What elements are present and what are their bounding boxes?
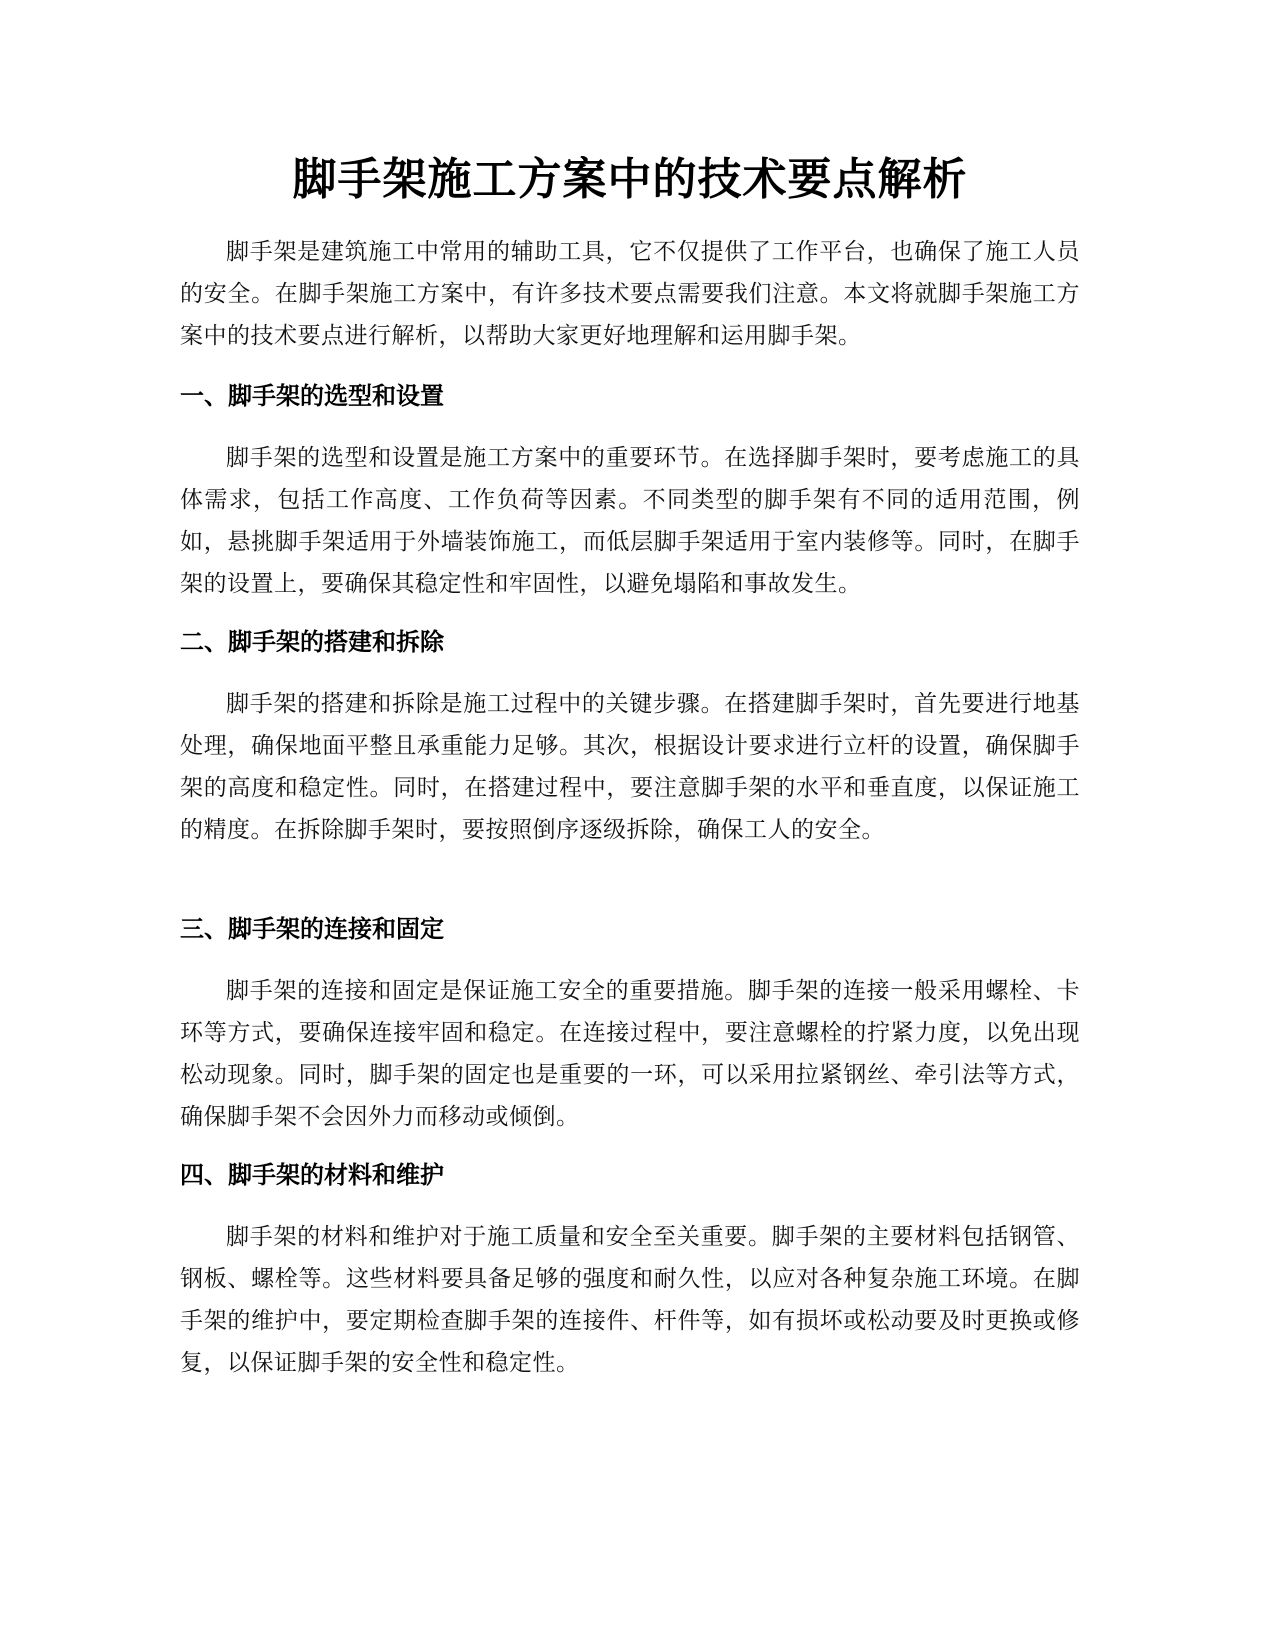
section-paragraph-1: 脚手架的选型和设置是施工方案中的重要环节。在选择脚手架时，要考虑施工的具体需求，包括工作高度、工作负荷等因素。不同类型的脚手架有不同的适用范围，例如，悬挑脚手架适用于外墙装饰施工，而低层脚手架适用于室内装修等。同时，在脚手架的设置上，要确保其稳定性和牢固性，以避免塌陷和事故发生。 [180,445,1080,597]
section-heading-1: 一、脚手架的选型和设置 [180,382,444,410]
section-heading-2: 二、脚手架的搭建和拆除 [180,628,444,656]
intro-paragraph: 脚手架是建筑施工中常用的辅助工具，它不仅提供了工作平台，也确保了施工人员的安全。在脚手架施工方案中，有许多技术要点需要我们注意。本文将就脚手架施工方案中的技术要点进行解析，以帮助大家更好地理解和运用脚手架。 [180,239,1080,349]
section-heading-3: 三、脚手架的连接和固定 [180,915,444,943]
section-paragraph-3: 脚手架的连接和固定是保证施工安全的重要措施。脚手架的连接一般采用螺栓、卡环等方式，要确保连接牢固和稳定。在连接过程中，要注意螺栓的拧紧力度，以免出现松动现象。同时，脚手架的固定也是重要的一环，可以采用拉紧钢丝、牵引法等方式，确保脚手架不会因外力而移动或倾倒。 [180,978,1080,1130]
section-heading-4: 四、脚手架的材料和维护 [180,1161,444,1189]
section-paragraph-2: 脚手架的搭建和拆除是施工过程中的关键步骤。在搭建脚手架时，首先要进行地基处理，确保地面平整且承重能力足够。其次，根据设计要求进行立杆的设置，确保脚手架的高度和稳定性。同时，在搭建过程中，要注意脚手架的水平和垂直度，以保证施工的精度。在拆除脚手架时，要按照倒序逐级拆除，确保工人的安全。 [180,691,1080,843]
document-title: 脚手架施工方案中的技术要点解析 [292,154,968,205]
section-paragraph-4: 脚手架的材料和维护对于施工质量和安全至关重要。脚手架的主要材料包括钢管、钢板、螺栓等。这些材料要具备足够的强度和耐久性，以应对各种复杂施工环境。在脚手架的维护中，要定期检查脚手架的连接件、杆件等，如有损坏或松动要及时更换或修复，以保证脚手架的安全性和稳定性。 [180,1224,1080,1376]
